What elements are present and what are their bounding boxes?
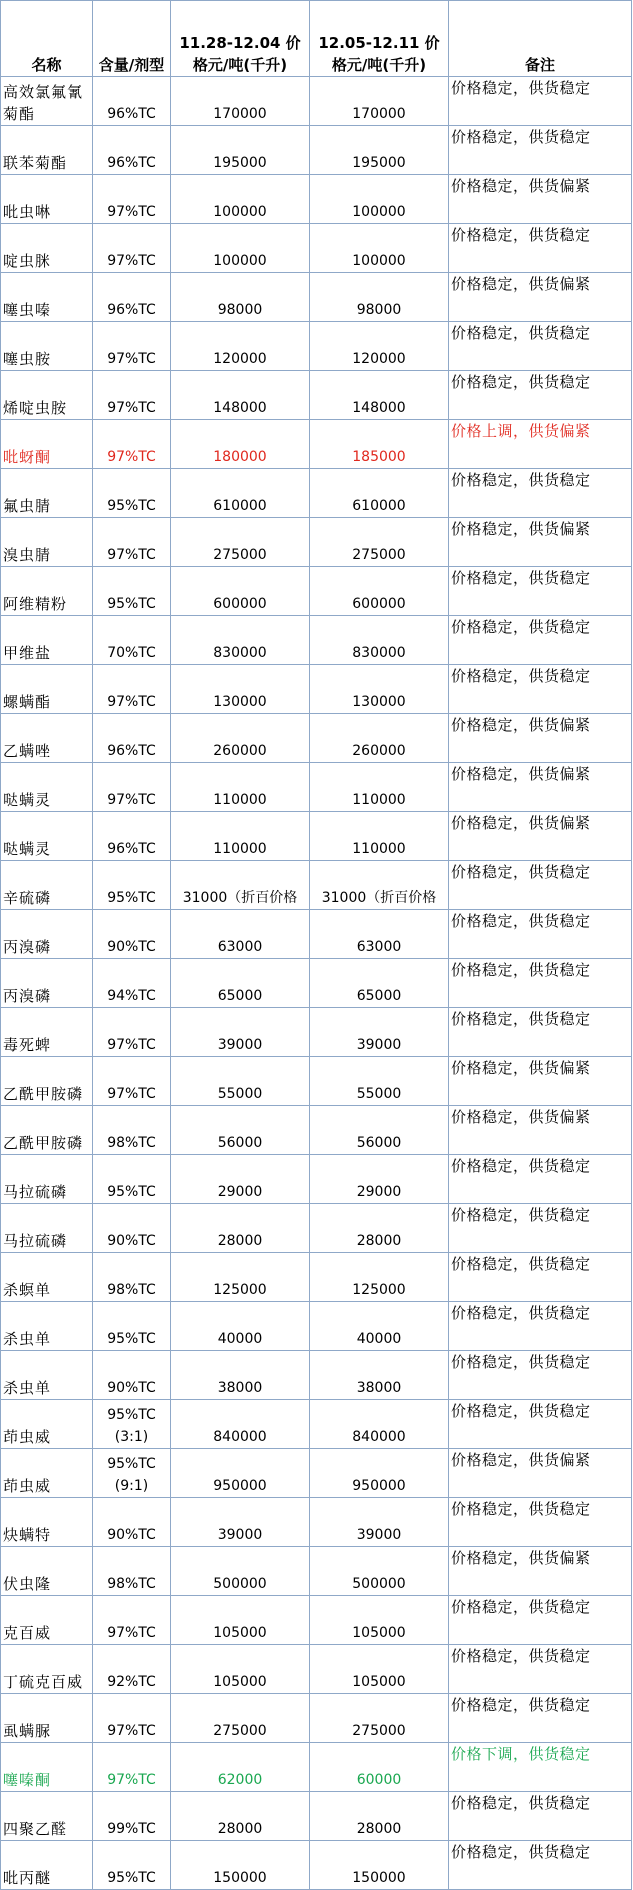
cell-price-week1: 260000 — [171, 714, 310, 763]
cell-spec: 97%TC — [93, 175, 171, 224]
table-row — [1, 1792, 632, 1841]
cell-remark: 价格稳定，供货稳定 — [449, 322, 632, 371]
cell-price-week2: 830000 — [310, 616, 449, 665]
cell-spec: 95%TC (9:1) — [93, 1449, 171, 1498]
cell-remark: 价格稳定，供货稳定 — [449, 1155, 632, 1204]
cell-spec: 97%TC — [93, 518, 171, 567]
cell-remark: 价格稳定，供货稳定 — [449, 665, 632, 714]
cell-remark: 价格稳定，供货稳定 — [449, 959, 632, 1008]
cell-remark: 价格稳定，供货稳定 — [449, 1596, 632, 1645]
table-row — [1, 322, 632, 371]
cell-price-week2: 840000 — [310, 1400, 449, 1449]
cell-spec: 98%TC — [93, 1547, 171, 1596]
cell-price-week1: 105000 — [171, 1645, 310, 1694]
cell-remark: 价格稳定，供货稳定 — [449, 567, 632, 616]
cell-name: 溴虫腈 — [1, 518, 93, 567]
cell-spec: 97%TC — [93, 1694, 171, 1743]
cell-spec: 95%TC — [93, 861, 171, 910]
cell-spec: 95%TC — [93, 1155, 171, 1204]
cell-price-week2: 40000 — [310, 1302, 449, 1351]
cell-price-week1: 500000 — [171, 1547, 310, 1596]
cell-spec: 95%TC — [93, 469, 171, 518]
cell-price-week1: 63000 — [171, 910, 310, 959]
cell-price-week1: 55000 — [171, 1057, 310, 1106]
cell-price-week2: 600000 — [310, 567, 449, 616]
cell-price-week1: 31000（折百价格 — [171, 861, 310, 910]
cell-price-week2: 610000 — [310, 469, 449, 518]
cell-price-week1: 28000 — [171, 1204, 310, 1253]
cell-price-week1: 29000 — [171, 1155, 310, 1204]
cell-price-week2: 55000 — [310, 1057, 449, 1106]
cell-remark: 价格稳定，供货稳定 — [449, 1841, 632, 1890]
table-row — [1, 812, 632, 861]
table-row — [1, 1008, 632, 1057]
cell-price-week2: 39000 — [310, 1498, 449, 1547]
table-row — [1, 616, 632, 665]
cell-remark: 价格稳定，供货偏紧 — [449, 714, 632, 763]
cell-name: 杀虫单 — [1, 1302, 93, 1351]
cell-price-week1: 600000 — [171, 567, 310, 616]
cell-remark: 价格稳定，供货稳定 — [449, 616, 632, 665]
cell-name: 吡蚜酮 — [1, 420, 93, 469]
cell-price-week2: 105000 — [310, 1645, 449, 1694]
cell-price-week1: 110000 — [171, 812, 310, 861]
cell-remark: 价格稳定，供货稳定 — [449, 469, 632, 518]
table-row — [1, 1253, 632, 1302]
cell-spec: 97%TC — [93, 1743, 171, 1792]
cell-remark: 价格稳定，供货稳定 — [449, 371, 632, 420]
cell-price-week2: 275000 — [310, 1694, 449, 1743]
cell-price-week2: 148000 — [310, 371, 449, 420]
cell-price-week1: 38000 — [171, 1351, 310, 1400]
cell-remark: 价格稳定，供货稳定 — [449, 1792, 632, 1841]
cell-price-week1: 100000 — [171, 175, 310, 224]
cell-spec: 97%TC — [93, 322, 171, 371]
cell-price-week2: 125000 — [310, 1253, 449, 1302]
cell-name: 烯啶虫胺 — [1, 371, 93, 420]
cell-price-week2: 63000 — [310, 910, 449, 959]
cell-price-week1: 148000 — [171, 371, 310, 420]
cell-remark: 价格稳定，供货稳定 — [449, 1694, 632, 1743]
cell-remark: 价格稳定，供货稳定 — [449, 1498, 632, 1547]
cell-name: 马拉硫磷 — [1, 1155, 93, 1204]
cell-name: 杀虫单 — [1, 1351, 93, 1400]
cell-spec: 98%TC — [93, 1253, 171, 1302]
table-row — [1, 1841, 632, 1890]
cell-price-week1: 830000 — [171, 616, 310, 665]
cell-name: 丁硫克百威 — [1, 1645, 93, 1694]
table-row — [1, 861, 632, 910]
table-row — [1, 469, 632, 518]
cell-price-week2: 28000 — [310, 1204, 449, 1253]
cell-price-week1: 28000 — [171, 1792, 310, 1841]
cell-price-week1: 950000 — [171, 1449, 310, 1498]
cell-remark: 价格稳定，供货稳定 — [449, 1204, 632, 1253]
cell-name: 啶虫脒 — [1, 224, 93, 273]
cell-name: 吡虫啉 — [1, 175, 93, 224]
cell-remark: 价格稳定，供货稳定 — [449, 910, 632, 959]
cell-spec: 97%TC — [93, 371, 171, 420]
cell-price-week2: 500000 — [310, 1547, 449, 1596]
table-row — [1, 714, 632, 763]
cell-remark: 价格稳定，供货稳定 — [449, 1302, 632, 1351]
cell-price-week2: 100000 — [310, 175, 449, 224]
cell-spec: 95%TC — [93, 1302, 171, 1351]
cell-spec: 96%TC — [93, 273, 171, 322]
cell-name: 乙酰甲胺磷 — [1, 1057, 93, 1106]
cell-name: 茚虫威 — [1, 1400, 93, 1449]
cell-remark: 价格稳定，供货偏紧 — [449, 763, 632, 812]
cell-name: 虱螨脲 — [1, 1694, 93, 1743]
table-row — [1, 1694, 632, 1743]
cell-price-week2: 105000 — [310, 1596, 449, 1645]
table-row — [1, 959, 632, 1008]
table-body — [1, 77, 632, 1890]
table-row — [1, 1155, 632, 1204]
cell-spec: 98%TC — [93, 1106, 171, 1155]
cell-spec: 97%TC — [93, 420, 171, 469]
cell-price-week1: 195000 — [171, 126, 310, 175]
cell-spec: 92%TC — [93, 1645, 171, 1694]
cell-price-week1: 56000 — [171, 1106, 310, 1155]
cell-name: 杀螟单 — [1, 1253, 93, 1302]
cell-name: 马拉硫磷 — [1, 1204, 93, 1253]
cell-price-week1: 39000 — [171, 1498, 310, 1547]
table-row — [1, 665, 632, 714]
cell-name: 乙酰甲胺磷 — [1, 1106, 93, 1155]
cell-price-week1: 840000 — [171, 1400, 310, 1449]
header-remark: 备注 — [449, 1, 632, 77]
cell-name: 伏虫隆 — [1, 1547, 93, 1596]
cell-price-week2: 28000 — [310, 1792, 449, 1841]
table-row — [1, 1645, 632, 1694]
cell-name: 毒死蜱 — [1, 1008, 93, 1057]
cell-remark: 价格稳定，供货稳定 — [449, 1645, 632, 1694]
cell-price-week1: 105000 — [171, 1596, 310, 1645]
table-row — [1, 1351, 632, 1400]
cell-price-week1: 170000 — [171, 77, 310, 126]
table-row — [1, 567, 632, 616]
table-row — [1, 910, 632, 959]
cell-remark: 价格稳定，供货偏紧 — [449, 812, 632, 861]
cell-price-week2: 195000 — [310, 126, 449, 175]
cell-price-week2: 170000 — [310, 77, 449, 126]
cell-spec: 94%TC — [93, 959, 171, 1008]
cell-name: 炔螨特 — [1, 1498, 93, 1547]
cell-remark: 价格稳定，供货稳定 — [449, 224, 632, 273]
header-week1: 11.28-12.04 价格元/吨(千升) — [171, 1, 310, 77]
cell-spec: 90%TC — [93, 1498, 171, 1547]
cell-price-week2: 39000 — [310, 1008, 449, 1057]
cell-spec: 97%TC — [93, 1596, 171, 1645]
cell-spec: 97%TC — [93, 1008, 171, 1057]
cell-spec: 97%TC — [93, 224, 171, 273]
cell-price-week1: 98000 — [171, 273, 310, 322]
table-row — [1, 1106, 632, 1155]
cell-spec: 96%TC — [93, 126, 171, 175]
cell-spec: 97%TC — [93, 665, 171, 714]
cell-price-week2: 185000 — [310, 420, 449, 469]
table-row — [1, 420, 632, 469]
cell-price-week2: 275000 — [310, 518, 449, 567]
cell-remark: 价格稳定，供货稳定 — [449, 126, 632, 175]
cell-name: 丙溴磷 — [1, 959, 93, 1008]
cell-remark: 价格稳定，供货偏紧 — [449, 1057, 632, 1106]
cell-spec: 96%TC — [93, 812, 171, 861]
cell-spec: 99%TC — [93, 1792, 171, 1841]
cell-price-week1: 180000 — [171, 420, 310, 469]
cell-spec: 97%TC — [93, 763, 171, 812]
table-row — [1, 1400, 632, 1449]
cell-name: 噻虫嗪 — [1, 273, 93, 322]
cell-remark: 价格稳定，供货稳定 — [449, 1400, 632, 1449]
cell-price-week2: 130000 — [310, 665, 449, 714]
cell-name: 辛硫磷 — [1, 861, 93, 910]
cell-remark: 价格稳定，供货稳定 — [449, 1351, 632, 1400]
table-header-row — [1, 1, 632, 77]
cell-price-week2: 100000 — [310, 224, 449, 273]
cell-spec: 95%TC (3:1) — [93, 1400, 171, 1449]
header-week2: 12.05-12.11 价格元/吨(千升) — [310, 1, 449, 77]
table-row — [1, 518, 632, 567]
cell-price-week1: 610000 — [171, 469, 310, 518]
cell-remark: 价格稳定，供货稳定 — [449, 77, 632, 126]
cell-price-week2: 60000 — [310, 1743, 449, 1792]
table-row — [1, 1743, 632, 1792]
cell-price-week1: 275000 — [171, 1694, 310, 1743]
cell-price-week2: 120000 — [310, 322, 449, 371]
cell-remark: 价格上调，供货偏紧 — [449, 420, 632, 469]
table-row — [1, 175, 632, 224]
cell-price-week1: 100000 — [171, 224, 310, 273]
table-row — [1, 1547, 632, 1596]
cell-price-week2: 150000 — [310, 1841, 449, 1890]
cell-name: 联苯菊酯 — [1, 126, 93, 175]
cell-name: 四聚乙醛 — [1, 1792, 93, 1841]
cell-remark: 价格稳定，供货偏紧 — [449, 273, 632, 322]
table-row — [1, 371, 632, 420]
table-row — [1, 1204, 632, 1253]
cell-name: 阿维精粉 — [1, 567, 93, 616]
header-spec: 含量/剂型 — [93, 1, 171, 77]
cell-remark: 价格稳定，供货稳定 — [449, 861, 632, 910]
cell-price-week1: 125000 — [171, 1253, 310, 1302]
cell-remark: 价格稳定，供货稳定 — [449, 1253, 632, 1302]
header-name: 名称 — [1, 1, 93, 77]
cell-name: 氟虫腈 — [1, 469, 93, 518]
cell-remark: 价格稳定，供货偏紧 — [449, 1547, 632, 1596]
cell-price-week2: 110000 — [310, 763, 449, 812]
cell-spec: 90%TC — [93, 1351, 171, 1400]
table-row — [1, 273, 632, 322]
cell-price-week2: 65000 — [310, 959, 449, 1008]
cell-remark: 价格稳定，供货偏紧 — [449, 1106, 632, 1155]
cell-name: 克百威 — [1, 1596, 93, 1645]
cell-remark: 价格下调，供货稳定 — [449, 1743, 632, 1792]
cell-spec: 90%TC — [93, 910, 171, 959]
cell-price-week1: 130000 — [171, 665, 310, 714]
cell-name: 高效氯氟氰菊酯 — [1, 77, 93, 126]
table-row — [1, 126, 632, 175]
cell-name: 噻嗪酮 — [1, 1743, 93, 1792]
cell-price-week2: 31000（折百价格 — [310, 861, 449, 910]
table-row — [1, 224, 632, 273]
cell-name: 螺螨酯 — [1, 665, 93, 714]
cell-name: 丙溴磷 — [1, 910, 93, 959]
cell-price-week2: 98000 — [310, 273, 449, 322]
cell-price-week1: 275000 — [171, 518, 310, 567]
cell-spec: 70%TC — [93, 616, 171, 665]
cell-price-week1: 65000 — [171, 959, 310, 1008]
cell-price-week1: 110000 — [171, 763, 310, 812]
table-row — [1, 77, 632, 126]
cell-price-week2: 56000 — [310, 1106, 449, 1155]
cell-price-week1: 62000 — [171, 1743, 310, 1792]
table-row — [1, 1057, 632, 1106]
cell-name: 乙螨唑 — [1, 714, 93, 763]
cell-price-week1: 39000 — [171, 1008, 310, 1057]
table-row — [1, 763, 632, 812]
cell-price-week1: 150000 — [171, 1841, 310, 1890]
cell-name: 茚虫威 — [1, 1449, 93, 1498]
cell-remark: 价格稳定，供货稳定 — [449, 1008, 632, 1057]
table-row — [1, 1596, 632, 1645]
cell-remark: 价格稳定，供货偏紧 — [449, 175, 632, 224]
cell-name: 噻虫胺 — [1, 322, 93, 371]
cell-remark: 价格稳定，供货偏紧 — [449, 1449, 632, 1498]
table-row — [1, 1498, 632, 1547]
cell-name: 哒螨灵 — [1, 763, 93, 812]
cell-price-week1: 120000 — [171, 322, 310, 371]
cell-price-week2: 110000 — [310, 812, 449, 861]
cell-spec: 96%TC — [93, 77, 171, 126]
table-row — [1, 1302, 632, 1351]
cell-price-week2: 260000 — [310, 714, 449, 763]
cell-spec: 95%TC — [93, 567, 171, 616]
table-row — [1, 1449, 632, 1498]
cell-spec: 97%TC — [93, 1057, 171, 1106]
cell-name: 哒螨灵 — [1, 812, 93, 861]
cell-price-week2: 950000 — [310, 1449, 449, 1498]
cell-remark: 价格稳定，供货偏紧 — [449, 518, 632, 567]
cell-spec: 96%TC — [93, 714, 171, 763]
cell-price-week1: 40000 — [171, 1302, 310, 1351]
cell-price-week2: 38000 — [310, 1351, 449, 1400]
cell-name: 吡丙醚 — [1, 1841, 93, 1890]
cell-spec: 90%TC — [93, 1204, 171, 1253]
cell-price-week2: 29000 — [310, 1155, 449, 1204]
cell-spec: 95%TC — [93, 1841, 171, 1890]
cell-name: 甲维盐 — [1, 616, 93, 665]
